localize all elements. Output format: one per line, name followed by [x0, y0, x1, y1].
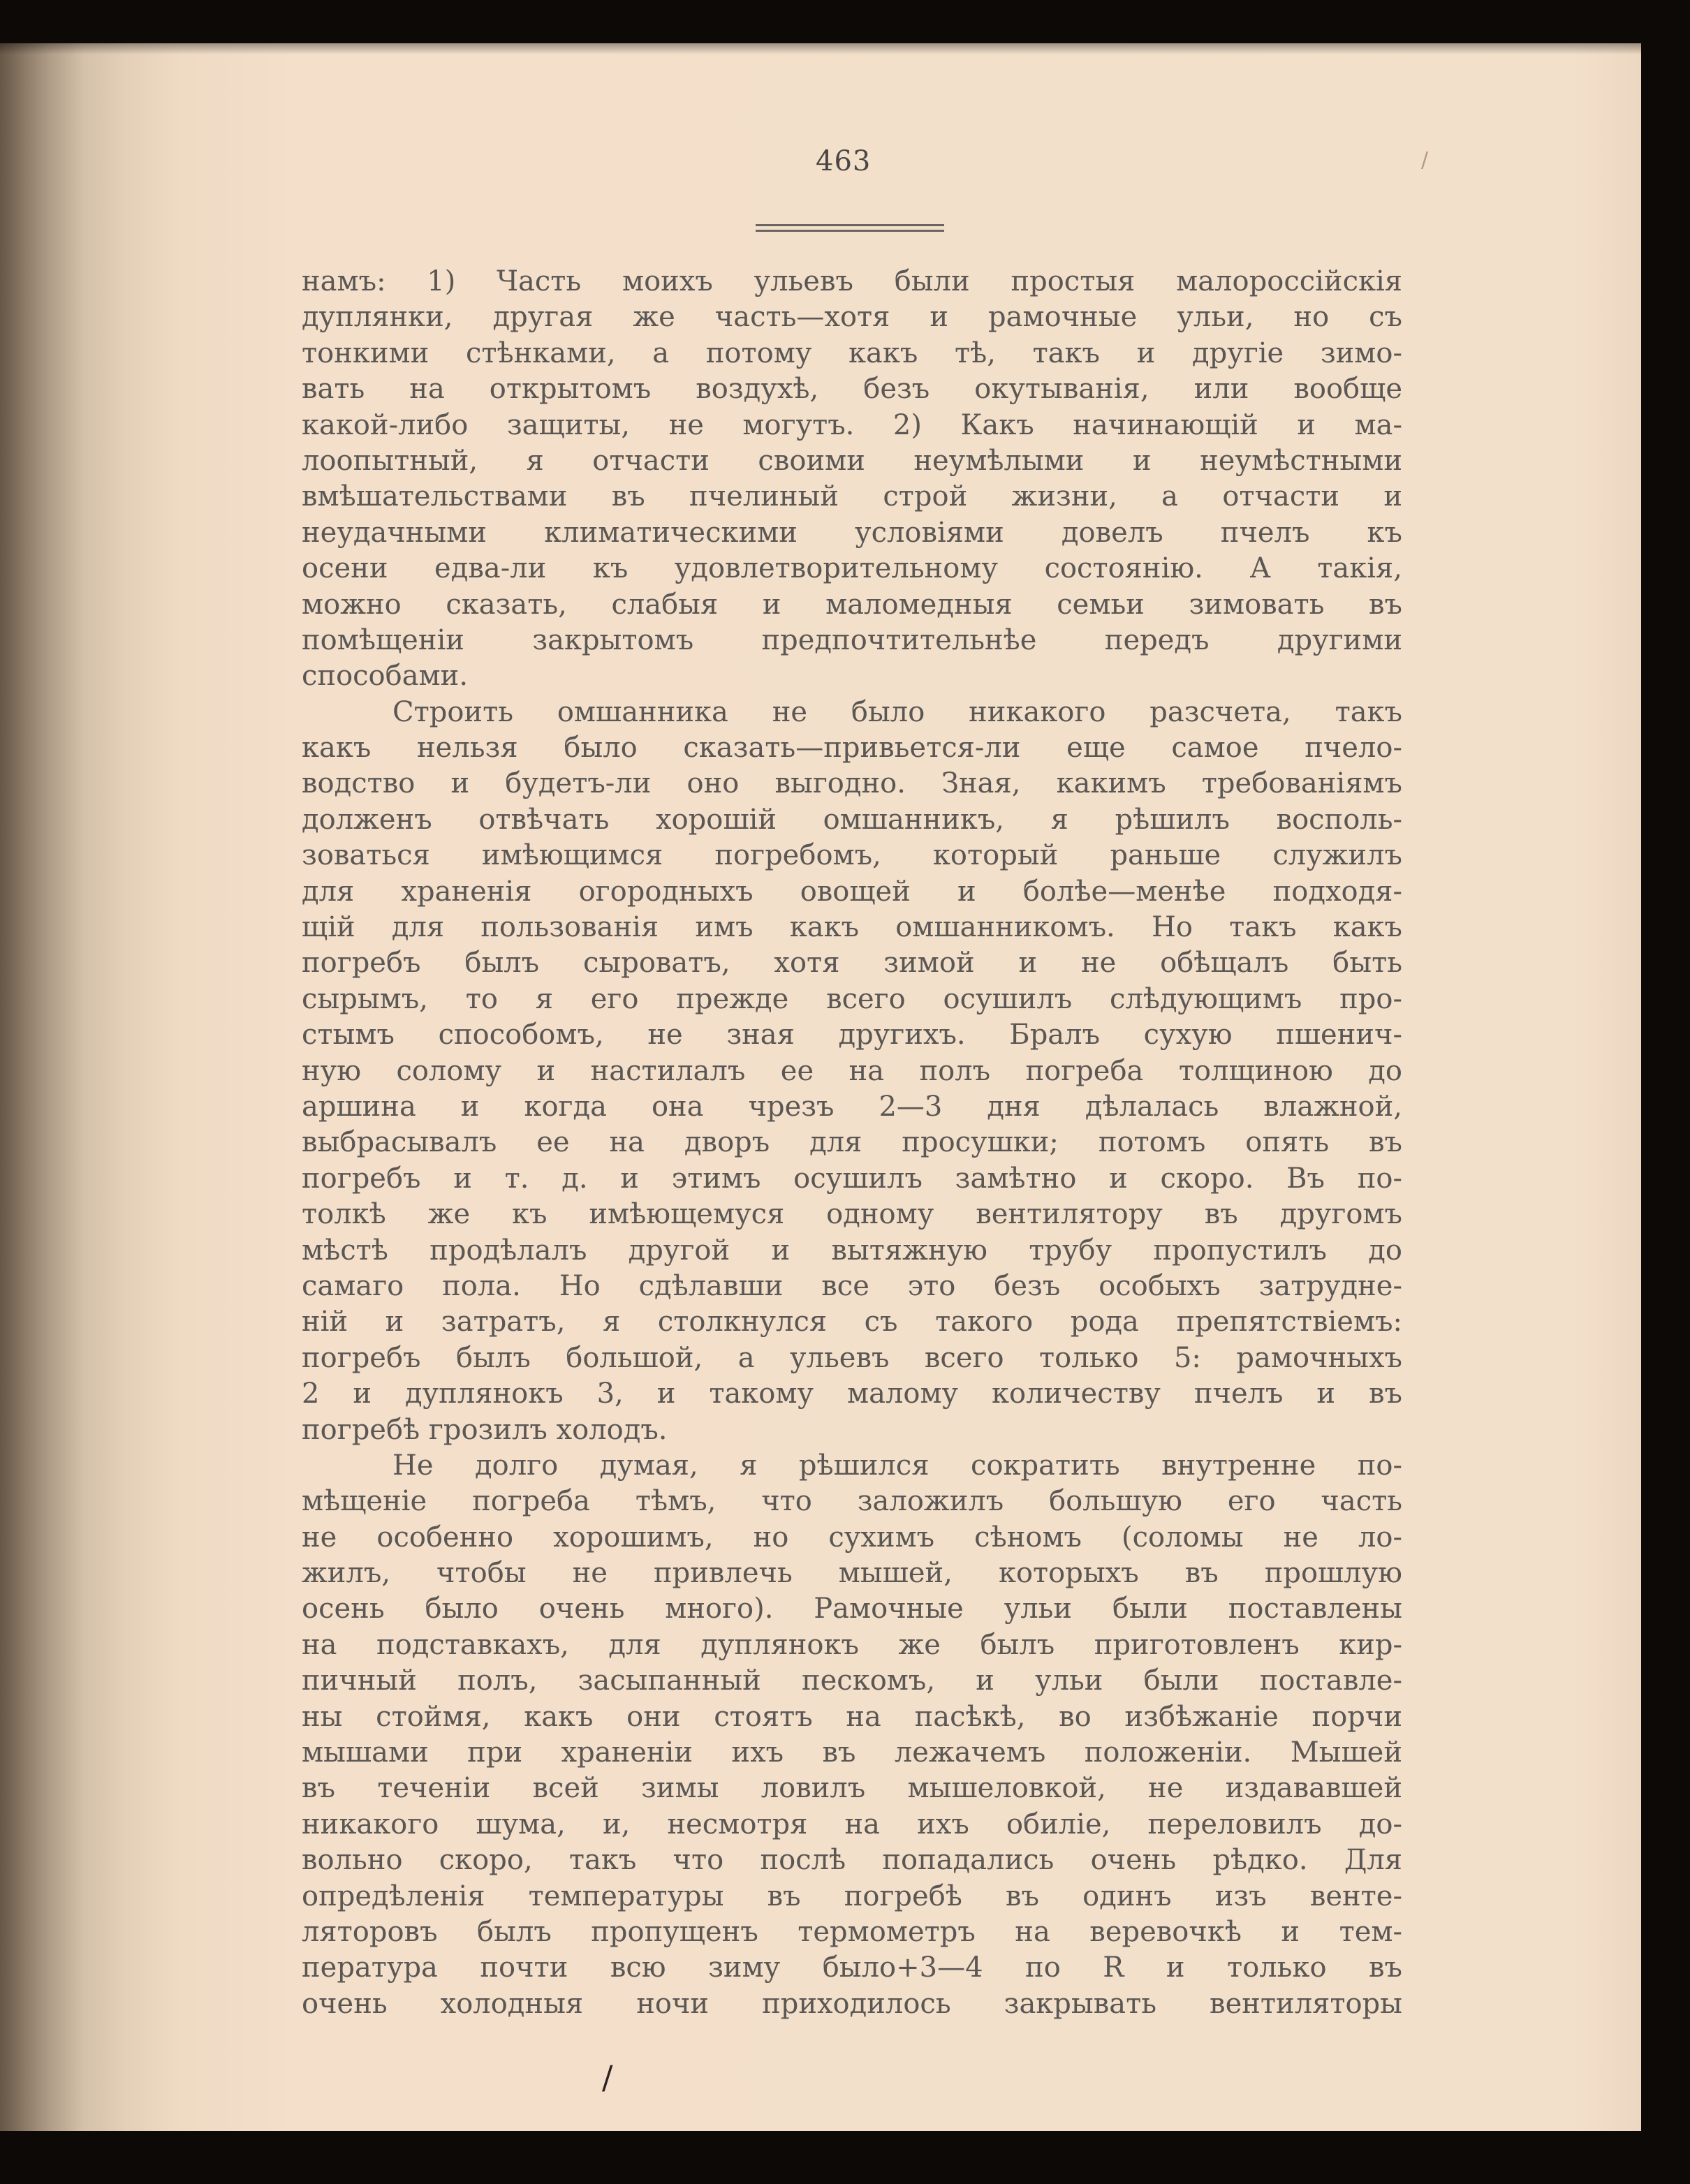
text-line: 2 и дуплянокъ 3, и такому малому количеству пчелъ и въ [302, 1378, 1402, 1410]
text-line: дуплянки, другая же часть—хотя и рамочные ульи, но съ [302, 301, 1402, 334]
text-line: лоопытный, я отчасти своими неумѣлыми и неумѣстными [302, 444, 1402, 477]
text-line: сырымъ, то я его прежде всего осушилъ слѣдующимъ про- [302, 982, 1402, 1015]
text-line: помѣщеніи закрытомъ предпочтительнѣе передъ другими [302, 624, 1402, 656]
text-line: какъ нельзя было сказать—привьется-ли еще самое пчело- [302, 732, 1402, 765]
text-line: стымъ способомъ, не зная другихъ. Бралъ сухую пшенич- [302, 1019, 1402, 1052]
text-line: мышами при храненіи ихъ въ лежачемъ положеніи. Мышей [302, 1736, 1402, 1769]
text-line: ній и затратъ, я столкнулся съ такого рода препятствіемъ: [302, 1306, 1402, 1338]
text-line: не особенно хорошимъ, но сухимъ сѣномъ (соломы не ло- [302, 1521, 1402, 1554]
text-line: мѣстѣ продѣлалъ другой и вытяжную трубу пропустилъ до [302, 1234, 1402, 1267]
header-rule-bottom [756, 230, 944, 232]
text-line: погребѣ грозилъ холодъ. [302, 1413, 668, 1446]
text-line: ную солому и настилалъ ее на полъ погреба толщиною до [302, 1054, 1402, 1087]
page-number: 463 [816, 145, 872, 177]
text-line: жилъ, чтобы не привлечь мышей, которыхъ въ прошлую [302, 1557, 1402, 1590]
text-line: погребъ и т. д. и этимъ осушилъ замѣтно и скоро. Въ по- [302, 1162, 1402, 1195]
text-line: тонкими стѣнками, а потому какъ тѣ, такъ и другіе зимо- [302, 337, 1402, 369]
text-line: зоваться имѣющимся погребомъ, который раньше служилъ [302, 839, 1402, 872]
text-line: погребъ былъ сыроватъ, хотя зимой и не обѣщалъ быть [302, 947, 1402, 980]
text-line: мѣщеніе погреба тѣмъ, что заложилъ большую его часть [302, 1485, 1402, 1518]
pencil-mark: / [602, 2058, 613, 2096]
text-line: самаго пола. Но сдѣлавши все это безъ особыхъ затрудне- [302, 1269, 1402, 1302]
text-line: пература почти всю зиму было+3—4 по R и только въ [302, 1951, 1402, 1984]
text-line: водство и будетъ-ли оно выгодно. Зная, какимъ требованіямъ [302, 767, 1402, 800]
text-line: осени едва-ли къ удовлетворительному состоянію. А такія, [302, 552, 1402, 585]
top-edge-shadow [0, 43, 1641, 54]
pencil-corner-mark: / [1421, 148, 1429, 172]
text-line: долженъ отвѣчать хорошій омшанникъ, я рѣшилъ восполь- [302, 803, 1402, 836]
text-line: намъ: 1) Часть моихъ ульевъ были простыя малороссійскія [302, 265, 1402, 297]
text-line: какой-либо защиты, не могутъ. 2) Какъ начинающій и ма- [302, 408, 1402, 441]
text-line: выбрасывалъ ее на дворъ для просушки; потомъ опять въ [302, 1126, 1402, 1159]
text-line: въ теченіи всей зимы ловилъ мышеловкой, не издававшей [302, 1772, 1402, 1805]
text-line: никакого шума, и, несмотря на ихъ обиліе, переловилъ до- [302, 1808, 1402, 1840]
text-line: толкѣ же къ имѣющемуся одному вентилятору въ другомъ [302, 1198, 1402, 1231]
paragraph-start-line: Строить омшанника не было никакого разсчета, такъ [392, 695, 1402, 728]
text-line: опредѣленія температуры въ погребѣ въ одинъ изъ венте- [302, 1880, 1402, 1912]
body-text [302, 264, 1402, 2022]
text-line: очень холодныя ночи приходилось закрывать вентиляторы [302, 1987, 1402, 2020]
text-line: неудачными климатическими условіями довелъ пчелъ къ [302, 516, 1402, 549]
text-line: аршина и когда она чрезъ 2—3 дня дѣлалась влажной, [302, 1090, 1402, 1123]
text-line: ны стоймя, какъ они стоятъ на пасѣкѣ, во избѣжаніе порчи [302, 1700, 1402, 1733]
text-line: погребъ былъ большой, а ульевъ всего только 5: рамочныхъ [302, 1341, 1402, 1374]
text-line: на подставкахъ, для дуплянокъ же былъ приготовленъ кир- [302, 1628, 1402, 1661]
text-line: для храненія огородныхъ овощей и болѣе—менѣе подходя- [302, 875, 1402, 908]
text-line: осень было очень много). Рамочные ульи были поставлены [302, 1593, 1402, 1625]
header-rule-top [756, 224, 944, 226]
text-line: вольно скоро, такъ что послѣ попадались очень рѣдко. Для [302, 1844, 1402, 1877]
paragraph-start-line: Не долго думая, я рѣшился сократить внутренне по- [392, 1449, 1402, 1482]
text-line: пичный полъ, засыпанный пескомъ, и ульи были поставле- [302, 1665, 1402, 1697]
text-line: ляторовъ былъ пропущенъ термометръ на веревочкѣ и тем- [302, 1915, 1402, 1948]
book-spine-shadow [0, 43, 84, 2131]
text-line: вать на открытомъ воздухѣ, безъ окутыванія, или вообще [302, 373, 1402, 406]
text-line: можно сказать, слабыя и маломедныя семьи зимовать въ [302, 588, 1402, 621]
text-line: щій для пользованія имъ какъ омшанникомъ. Но такъ какъ [302, 911, 1402, 944]
text-line: вмѣшательствами въ пчелиный строй жизни, а отчасти и [302, 480, 1402, 513]
book-page [0, 43, 1641, 2131]
text-line: способами. [302, 660, 469, 693]
